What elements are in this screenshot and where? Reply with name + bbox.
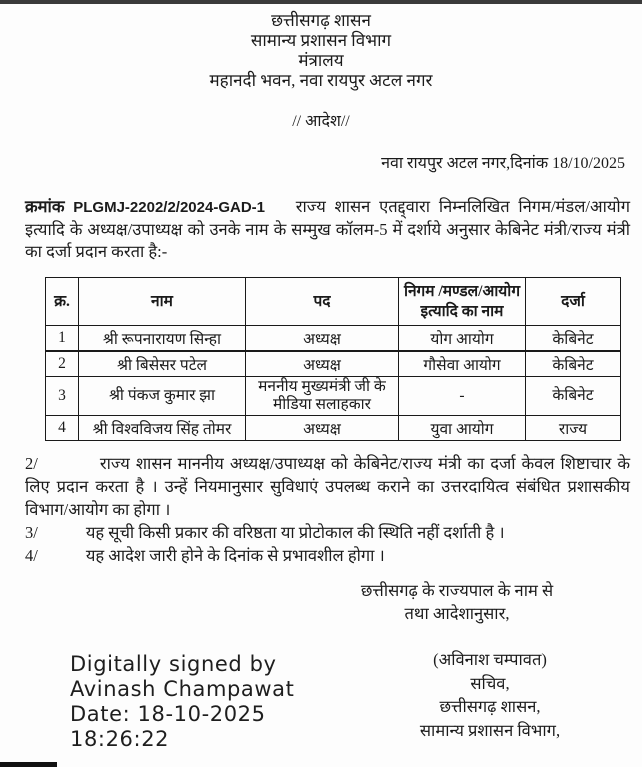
table-header-row [46, 278, 621, 326]
cell-serial: 3 [46, 377, 79, 416]
cell-body: - [399, 377, 526, 416]
cell-serial: 1 [46, 326, 79, 352]
header-line-department: सामान्य प्रशासन विभाग [250, 31, 392, 50]
signoff-line-1: छत्तीसगढ़ के राज्यपाल के नाम से [360, 581, 554, 600]
signatory-name: (अविनाश चम्पावत) [433, 650, 547, 669]
cell-body: गौसेवा आयोग [399, 351, 526, 377]
clause-3-number: 3/ [25, 523, 38, 542]
signatory-title: सचिव, [470, 673, 510, 693]
header-line-ministry: मंत्रालय [298, 51, 344, 70]
order-intro-paragraph [25, 196, 630, 263]
table-row [46, 416, 621, 441]
order-intro-text: राज्य शासन एतद्द्वारा निम्नलिखित निगम/मंडल/आयोग इत्यादि के अध्यक्ष/उपाध्यक्ष को उनके नाम के सम्मुख कॉलम-5 में दर्शाये अनुसार केबिनेट मंत्री/राज्य मंत्री का दर्जा प्रदान करता है:- [25, 197, 630, 261]
appointments-table [45, 277, 621, 441]
digital-signature-line-4: 18:26:22 [70, 727, 170, 751]
column-header-name: नाम [79, 278, 246, 326]
place-date-line: नवा रायपुर अटल नगर,दिनांक 18/10/2025 [381, 155, 625, 172]
header-line-government: छत्तीसगढ़ शासन [271, 11, 371, 30]
clause-3 [25, 521, 630, 544]
cell-post: अध्यक्ष [246, 326, 399, 352]
clause-3-text: यह सूची किसी प्रकार की वरिष्ठता या प्रोटोकाल की स्थिति नहीं दर्शाती है । [85, 523, 505, 542]
column-header-status: दर्जा [526, 278, 621, 326]
clause-2-number: 2/ [25, 454, 38, 473]
cell-name: श्री रूपनारायण सिन्हा [79, 326, 246, 352]
signoff-block [327, 579, 587, 625]
cell-status: केबिनेट [526, 351, 621, 377]
digital-signature-line-1: Digitally signed by [70, 652, 277, 676]
cell-body: योग आयोग [399, 326, 526, 352]
top-border-bar [0, 0, 642, 4]
table-row [46, 351, 621, 377]
column-header-serial: क्र. [46, 278, 79, 326]
document-header [0, 0, 642, 91]
bottom-border-bar [0, 762, 57, 767]
cell-post: मननीय मुख्यमंत्री जी के मीडिया सलाहकार [246, 377, 399, 416]
digital-signature-line-2: Avinash Champawat [70, 677, 295, 701]
cell-serial: 2 [46, 351, 79, 377]
reference-number: PLGMJ-2202/2/2024-GAD-1 [73, 199, 265, 216]
table-row [46, 326, 621, 352]
clause-4-number: 4/ [25, 546, 38, 565]
signoff-line-2: तथा आदेशानुसार, [404, 604, 510, 623]
clause-4-text: यह आदेश जारी होने के दिनांक से प्रभावशील होगा । [85, 546, 385, 565]
cell-name: श्री बिसेसर पटेल [79, 351, 246, 377]
signatory-org-line-1: छत्तीसगढ़ शासन, [439, 697, 541, 716]
digital-signature-line-3: Date: 18-10-2025 [70, 702, 266, 726]
order-clauses [25, 452, 630, 567]
cell-body: युवा आयोग [399, 416, 526, 441]
cell-status: केबिनेट [526, 377, 621, 416]
clause-4 [25, 544, 630, 567]
cell-serial: 4 [46, 416, 79, 441]
cell-name: श्री विश्वविजय सिंह तोमर [79, 416, 246, 441]
clause-2 [25, 452, 630, 521]
digital-signature-stamp [70, 652, 294, 752]
cell-name: श्री पंकज कुमार झा [79, 377, 246, 416]
signatory-block [350, 648, 630, 742]
signatory-org-line-2: सामान्य प्रशासन विभाग, [419, 720, 561, 740]
cell-post: अध्यक्ष [246, 351, 399, 377]
column-header-post: पद [246, 278, 399, 326]
cell-status: राज्य [526, 416, 621, 441]
table-row [46, 377, 621, 416]
column-header-body: निगम /मण्डल/आयोग इत्यादि का नाम [399, 278, 526, 326]
cell-post: अध्यक्ष [246, 416, 399, 441]
header-line-address: महानदी भवन, नवा रायपुर अटल नगर [209, 71, 433, 90]
reference-number-label: क्रमांक [25, 197, 65, 216]
cell-status: केबिनेट [526, 326, 621, 352]
clause-2-text: राज्य शासन माननीय अध्यक्ष/उपाध्यक्ष को केबिनेट/राज्य मंत्री का दर्जा केवल शिष्टाचार के लिए प्रदान करता है । उन्हें नियमानुसार सुविधाएं उपलब्ध कराने का उत्तरदायित्व संबंधित प्रशासकीय विभाग/आयोग का होगा । [25, 454, 630, 519]
order-title: // आदेश// [292, 113, 350, 130]
